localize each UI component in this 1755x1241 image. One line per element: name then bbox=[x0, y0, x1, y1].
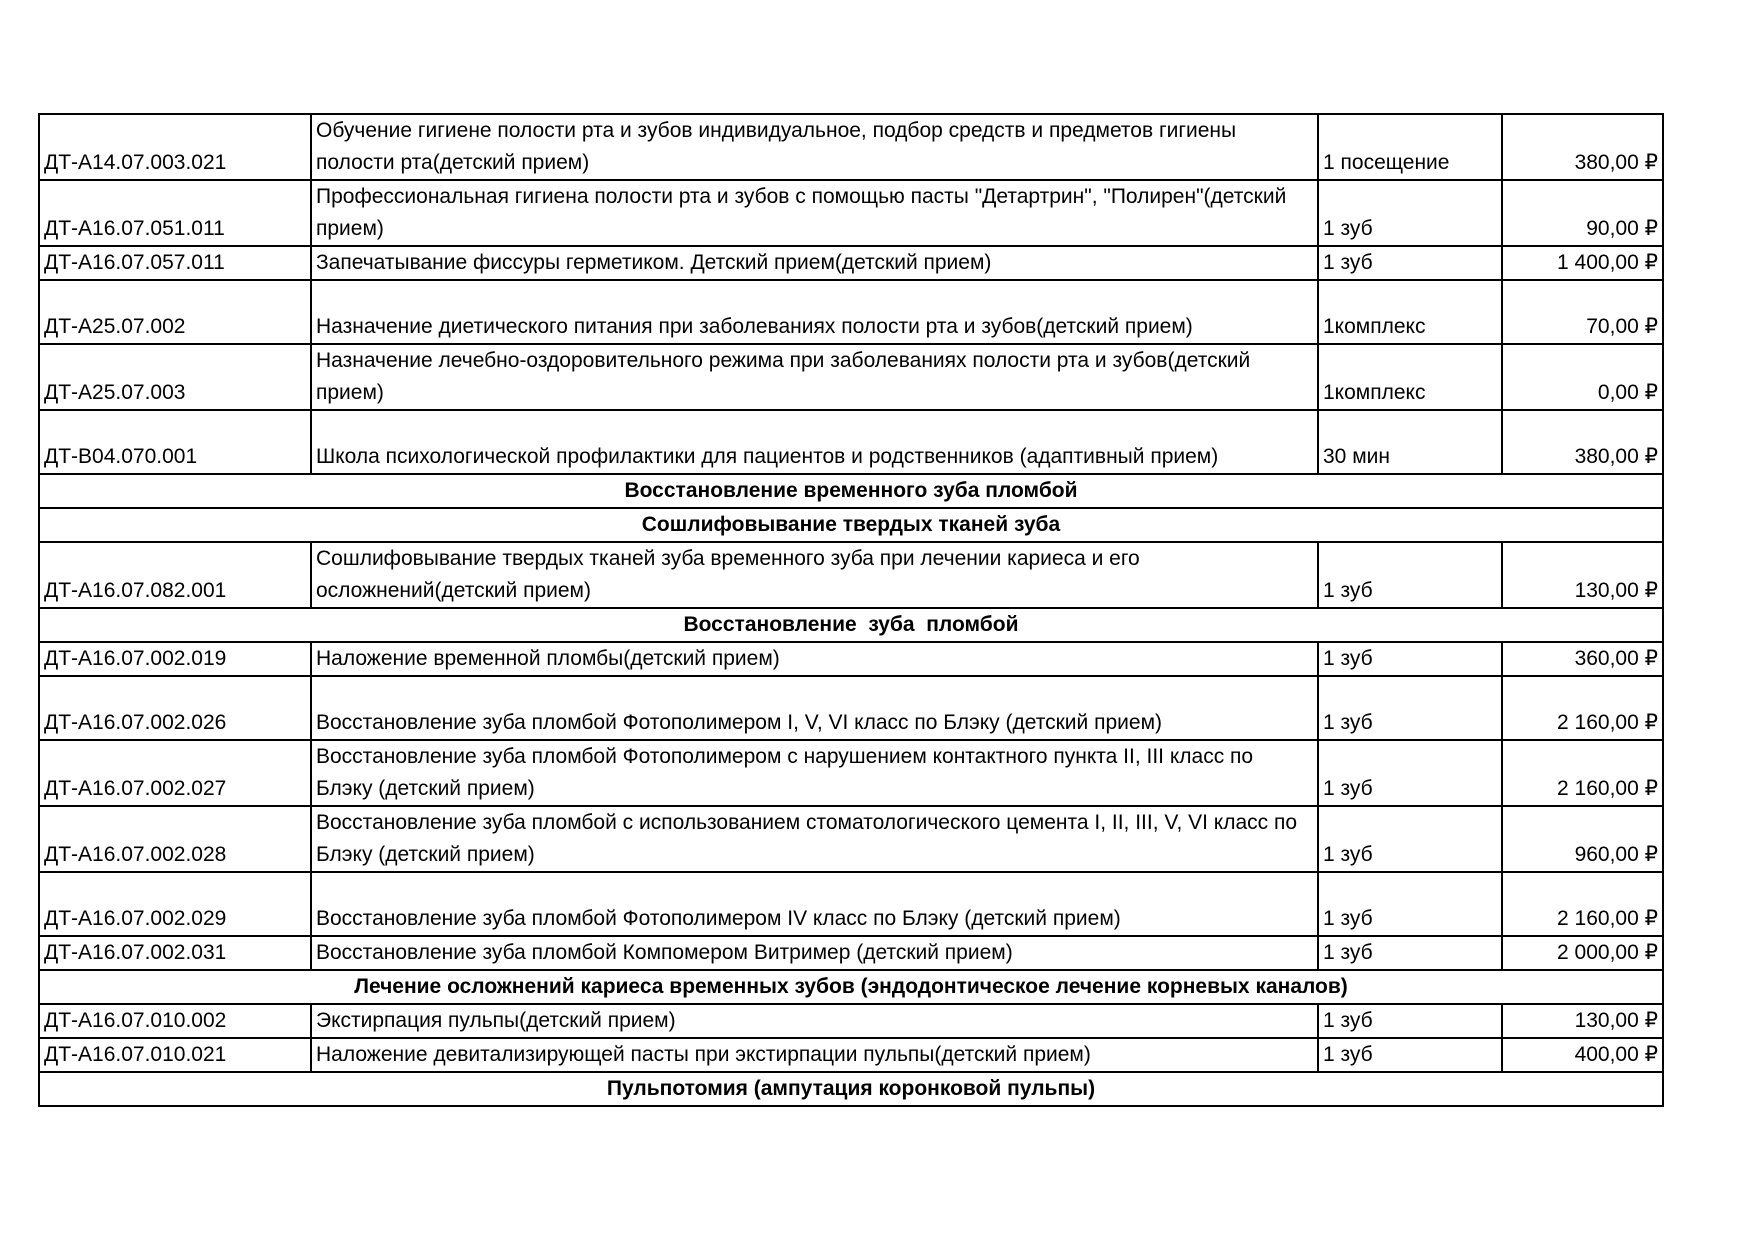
service-code: ДТ-A16.07.002.019 bbox=[39, 642, 311, 676]
section-header-row bbox=[39, 474, 1663, 508]
price-list-table bbox=[38, 113, 1664, 1107]
service-row bbox=[39, 1038, 1663, 1072]
service-description: Сошлифовывание твердых тканей зуба временного зуба при лечении кариеса и его осложнений(детский прием) bbox=[311, 542, 1318, 608]
service-row bbox=[39, 872, 1663, 936]
service-row bbox=[39, 246, 1663, 280]
service-description: Экстирпация пульпы(детский прием) bbox=[311, 1004, 1318, 1038]
service-price: 960,00 ₽ bbox=[1502, 806, 1663, 872]
service-description: Школа психологической профилактики для пациентов и родственников (адаптивный прием) bbox=[311, 410, 1318, 474]
service-price: 2 160,00 ₽ bbox=[1502, 872, 1663, 936]
service-description: Восстановление зуба пломбой Фотополимером I, V, VI класс по Блэку (детский прием) bbox=[311, 676, 1318, 740]
service-unit: 1 зуб bbox=[1318, 1004, 1502, 1038]
section-title: Сошлифовывание твердых тканей зуба bbox=[39, 508, 1663, 542]
service-code: ДТ-A16.07.002.029 bbox=[39, 872, 311, 936]
service-description: Восстановление зуба пломбой Фотополимером IV класс по Блэку (детский прием) bbox=[311, 872, 1318, 936]
service-row bbox=[39, 280, 1663, 344]
service-description: Профессиональная гигиена полости рта и зубов с помощью пасты "Детартрин", "Полирен"(детский прием) bbox=[311, 180, 1318, 246]
service-price: 2 000,00 ₽ bbox=[1502, 936, 1663, 970]
section-title: Лечение осложнений кариеса временных зубов (эндодонтическое лечение корневых каналов) bbox=[39, 970, 1663, 1004]
service-description: Наложение временной пломбы(детский прием) bbox=[311, 642, 1318, 676]
service-code: ДТ-A14.07.003.021 bbox=[39, 114, 311, 180]
service-code: ДТ-A16.07.082.001 bbox=[39, 542, 311, 608]
section-header-row bbox=[39, 970, 1663, 1004]
service-unit: 1 зуб bbox=[1318, 642, 1502, 676]
service-price: 380,00 ₽ bbox=[1502, 410, 1663, 474]
service-description: Назначение лечебно-оздоровительного режима при заболеваниях полости рта и зубов(детский прием) bbox=[311, 344, 1318, 410]
service-row bbox=[39, 114, 1663, 180]
service-row bbox=[39, 642, 1663, 676]
service-row bbox=[39, 936, 1663, 970]
section-title: Пульпотомия (ампутация коронковой пульпы) bbox=[39, 1072, 1663, 1106]
service-unit: 1 зуб bbox=[1318, 676, 1502, 740]
service-price: 70,00 ₽ bbox=[1502, 280, 1663, 344]
service-row bbox=[39, 676, 1663, 740]
service-code: ДТ-A16.07.010.002 bbox=[39, 1004, 311, 1038]
service-description: Назначение диетического питания при заболеваниях полости рта и зубов(детский прием) bbox=[311, 280, 1318, 344]
service-price: 0,00 ₽ bbox=[1502, 344, 1663, 410]
service-price: 380,00 ₽ bbox=[1502, 114, 1663, 180]
section-header-row bbox=[39, 1072, 1663, 1106]
service-price: 2 160,00 ₽ bbox=[1502, 676, 1663, 740]
service-row bbox=[39, 410, 1663, 474]
service-price: 130,00 ₽ bbox=[1502, 1004, 1663, 1038]
section-header-row bbox=[39, 508, 1663, 542]
service-unit: 1комплекс bbox=[1318, 344, 1502, 410]
service-row bbox=[39, 1004, 1663, 1038]
service-code: ДТ-A16.07.002.027 bbox=[39, 740, 311, 806]
service-unit: 1 зуб bbox=[1318, 542, 1502, 608]
service-price: 400,00 ₽ bbox=[1502, 1038, 1663, 1072]
section-title: Восстановление зуба пломбой bbox=[39, 608, 1663, 642]
service-code: ДТ-A16.07.002.028 bbox=[39, 806, 311, 872]
service-description: Наложение девитализирующей пасты при экстирпации пульпы(детский прием) bbox=[311, 1038, 1318, 1072]
service-row bbox=[39, 180, 1663, 246]
service-code: ДТ-A16.07.051.011 bbox=[39, 180, 311, 246]
service-price: 130,00 ₽ bbox=[1502, 542, 1663, 608]
service-code: ДТ-A16.07.010.021 bbox=[39, 1038, 311, 1072]
service-unit: 1 зуб bbox=[1318, 1038, 1502, 1072]
service-description: Восстановление зуба пломбой Фотополимером с нарушением контактного пункта II, III класс по Блэку (детский прием) bbox=[311, 740, 1318, 806]
service-unit: 30 мин bbox=[1318, 410, 1502, 474]
service-code: ДТ-A16.07.002.026 bbox=[39, 676, 311, 740]
service-unit: 1 зуб bbox=[1318, 180, 1502, 246]
service-row bbox=[39, 740, 1663, 806]
service-description: Восстановление зуба пломбой с использованием стоматологического цемента I, II, III, V, VI класс по Блэку (детский прием) bbox=[311, 806, 1318, 872]
section-header-row bbox=[39, 608, 1663, 642]
service-unit: 1 зуб bbox=[1318, 740, 1502, 806]
service-code: ДТ-A25.07.002 bbox=[39, 280, 311, 344]
service-unit: 1 посещение bbox=[1318, 114, 1502, 180]
service-unit: 1 зуб bbox=[1318, 936, 1502, 970]
price-list-body bbox=[39, 114, 1663, 1106]
service-price: 2 160,00 ₽ bbox=[1502, 740, 1663, 806]
section-title: Восстановление временного зуба пломбой bbox=[39, 474, 1663, 508]
service-code: ДТ-A16.07.057.011 bbox=[39, 246, 311, 280]
service-row bbox=[39, 806, 1663, 872]
service-price: 1 400,00 ₽ bbox=[1502, 246, 1663, 280]
service-unit: 1 зуб bbox=[1318, 246, 1502, 280]
service-row bbox=[39, 542, 1663, 608]
service-code: ДТ-A16.07.002.031 bbox=[39, 936, 311, 970]
service-unit: 1 зуб bbox=[1318, 806, 1502, 872]
service-description: Запечатывание фиссуры герметиком. Детский прием(детский прием) bbox=[311, 246, 1318, 280]
service-row bbox=[39, 344, 1663, 410]
service-description: Обучение гигиене полости рта и зубов индивидуальное, подбор средств и предметов гигиены полости рта(детский прием) bbox=[311, 114, 1318, 180]
service-price: 90,00 ₽ bbox=[1502, 180, 1663, 246]
service-code: ДТ-A25.07.003 bbox=[39, 344, 311, 410]
service-unit: 1 зуб bbox=[1318, 872, 1502, 936]
service-unit: 1комплекс bbox=[1318, 280, 1502, 344]
service-description: Восстановление зуба пломбой Компомером Витример (детский прием) bbox=[311, 936, 1318, 970]
service-code: ДТ-B04.070.001 bbox=[39, 410, 311, 474]
service-price: 360,00 ₽ bbox=[1502, 642, 1663, 676]
